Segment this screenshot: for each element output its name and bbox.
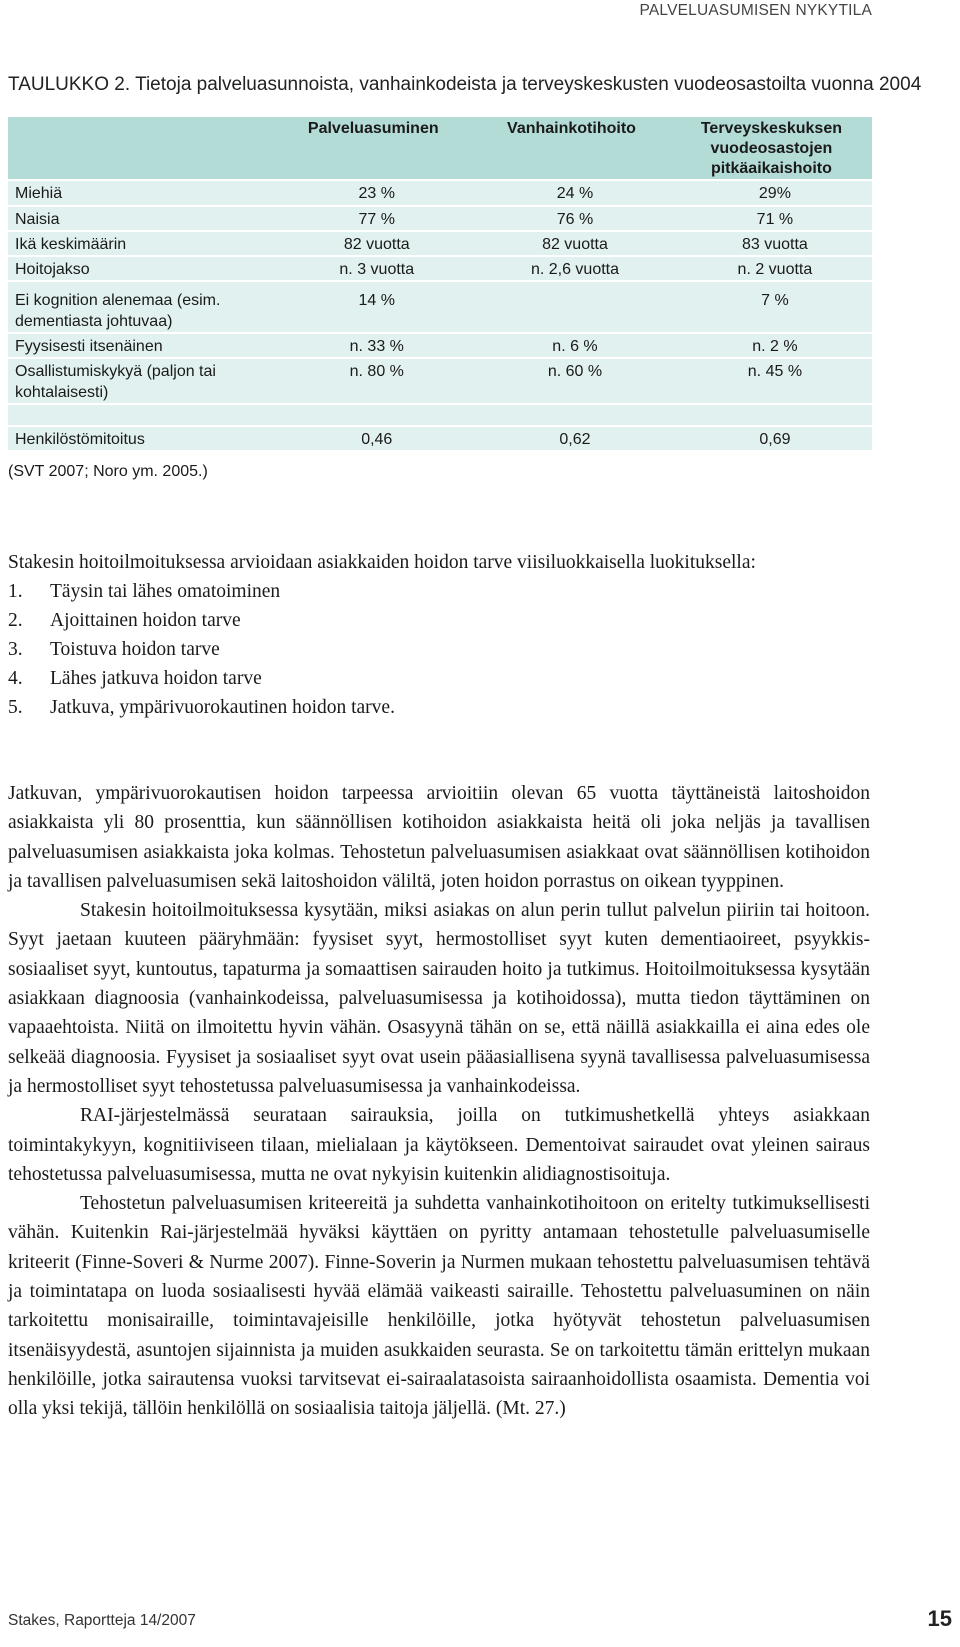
data-table xyxy=(8,117,872,452)
table-header-row xyxy=(8,117,872,180)
table-cell: 83 vuotta xyxy=(671,231,872,256)
list-item xyxy=(8,635,870,664)
table-row xyxy=(8,231,872,256)
table-row xyxy=(8,426,872,451)
list-item xyxy=(8,693,870,722)
table-cell: 77 % xyxy=(274,206,472,231)
row-label: Ei kognition alenemaa (esim. dementiasta johtuvaa) xyxy=(8,281,274,333)
table-row xyxy=(8,333,872,358)
table-title: TAULUKKO 2. Tietoja palveluasunnoista, vanhainkodeista ja terveyskeskusten vuodeosastoilta vuonna 2004 xyxy=(8,74,922,95)
table-cell: 0,46 xyxy=(274,426,472,451)
paragraph: RAI-järjestelmässä seurataan sairauksia, joilla on tutkimushetkellä yhteys asiakkaan toimintakykyyn, kognitiiviseen tilaan, mielialaan ja käytökseen. Dementoivat sairaudet ovat yleinen sairaus tehostetussa palveluasumisessa, mutta ne ovat nykyisin kuitenkin alidiagnostisoituja. xyxy=(8,1105,870,1185)
list-text: Jatkuva, ympärivuorokautinen hoidon tarve. xyxy=(50,697,395,718)
table-cell: 71 % xyxy=(671,206,872,231)
table-cell: 82 vuotta xyxy=(472,231,671,256)
table-cell: 14 % xyxy=(274,281,472,333)
list-item xyxy=(8,577,870,606)
table-cell: n. 2,6 vuotta xyxy=(472,256,671,281)
running-head: PALVELUASUMISEN NYKYTILA xyxy=(639,2,872,19)
table-cell: n. 2 % xyxy=(671,333,872,358)
row-label: Henkilöstömitoitus xyxy=(8,426,274,451)
table-cell: 29% xyxy=(671,180,872,206)
table-header-cell: Palveluasuminen xyxy=(274,117,472,180)
table-row xyxy=(8,180,872,206)
table-cell xyxy=(472,281,671,333)
intro-section xyxy=(8,548,870,722)
table-row xyxy=(8,256,872,281)
care-need-list xyxy=(8,577,870,722)
table-row xyxy=(8,206,872,231)
row-label: Osallistumiskykyä (paljon tai kohtalaisesti) xyxy=(8,358,274,404)
table-cell: 76 % xyxy=(472,206,671,231)
body-text xyxy=(8,779,870,1424)
table-header-cell: Vanhainkotihoito xyxy=(472,117,671,180)
table-cell: n. 80 % xyxy=(274,358,472,404)
table-header-cell xyxy=(8,117,274,180)
list-text: Täysin tai lähes omatoiminen xyxy=(50,581,281,602)
table-cell: 0,62 xyxy=(472,426,671,451)
row-label: Ikä keskimäärin xyxy=(8,231,274,256)
row-label: Hoitojakso xyxy=(8,256,274,281)
table-row xyxy=(8,281,872,333)
list-number: 2. xyxy=(8,610,23,631)
paragraph: Jatkuvan, ympärivuorokautisen hoidon tarpeessa arvioitiin olevan 65 vuotta täyttäneistä laitoshoidon asiakkaista yli 80 prosenttia, kun säännöllisen kotihoidon asiakkaista heitä oli joka neljäs ja tavallisen palveluasumisen asiakkaista joka kolmas. Tehostetun palveluasumisen asiakkaat ovat säännöllisen kotihoidon ja tavallisen palveluasumisen sekä laitoshoidon väliltä, joten hoidon porrastus on oikean tyyppinen. xyxy=(8,783,870,892)
footer-publication: Stakes, Raportteja 14/2007 xyxy=(8,1612,196,1629)
table-cell: 24 % xyxy=(472,180,671,206)
row-label: Miehiä xyxy=(8,180,274,206)
table-cell: n. 45 % xyxy=(671,358,872,404)
list-text: Toistuva hoidon tarve xyxy=(50,639,220,660)
list-number: 5. xyxy=(8,697,23,718)
list-number: 3. xyxy=(8,639,23,660)
paragraph: Tehostetun palveluasumisen kriteereitä ja suhdetta vanhainkotihoitoon on eritelty tutkimuksellisesti vähän. Kuitenkin Rai-järjestelmää hyväksi käyttäen on pyritty antamaan tehostetulle palveluasumiselle kriteerit (Finne-Soveri & Nurme 2007). Finne-Soverin ja Nurmen mukaan tehostettu palveluasumisen tehtävä ja toimintatapa on luoda sosiaalisesti hyvää elämää vaikeasti sairaille. Tehostettu palveluasuminen on näin tarkoitettu monisairaille, toimintavajeisille henkilöille, jotka hyötyvät tehostetun palveluasumisen itsenäisyydestä, asuntojen sijainnista ja muiden asukkaiden seurasta. Se on tarkoitettu tämän erittelyn mukaan henkilöille, jotka sairautensa vuoksi tarvitsevat ei-sairaalatasoista sairaanhoidollista osaamista. Dementia voi olla yksi tekijä, tällöin henkilöllä on sosiaalisia taitoja jäljellä. (Mt. 27.) xyxy=(8,1193,870,1420)
table-row xyxy=(8,358,872,404)
intro-text: Stakesin hoitoilmoituksessa arvioidaan asiakkaiden hoidon tarve viisiluokkaisella luokituksella: xyxy=(8,552,756,573)
table-source: (SVT 2007; Noro ym. 2005.) xyxy=(8,463,208,480)
row-label: Fyysisesti itsenäinen xyxy=(8,333,274,358)
table-cell: 7 % xyxy=(671,281,872,333)
table-cell: n. 6 % xyxy=(472,333,671,358)
row-label: Naisia xyxy=(8,206,274,231)
table-spacer-row xyxy=(8,404,872,426)
table-cell: 23 % xyxy=(274,180,472,206)
table-cell: n. 2 vuotta xyxy=(671,256,872,281)
list-number: 4. xyxy=(8,668,23,689)
list-item xyxy=(8,606,870,635)
table-cell: n. 60 % xyxy=(472,358,671,404)
list-number: 1. xyxy=(8,581,23,602)
table-cell: 82 vuotta xyxy=(274,231,472,256)
list-text: Lähes jatkuva hoidon tarve xyxy=(50,668,262,689)
table-header-cell: Terveyskeskuksen vuodeosastojen pitkäaikaishoito xyxy=(671,117,872,180)
page-number: 15 xyxy=(927,1606,952,1631)
table-cell: n. 33 % xyxy=(274,333,472,358)
list-item xyxy=(8,664,870,693)
table-cell: n. 3 vuotta xyxy=(274,256,472,281)
paragraph: Stakesin hoitoilmoituksessa kysytään, miksi asiakas on alun perin tullut palvelun piiriin tai hoitoon. Syyt jaetaan kuuteen pääryhmään: fyysiset syyt, hermostolliset syyt kuten dementiaoireet, psyykkis-sosiaaliset syyt, kuntoutus, tapaturma ja somaattisen sairauden hoito ja tutkimus. Hoitoilmoituksessa kysytään asiakkaan diagnoosia (vanhainkodeissa, palveluasumisessa ja kotihoidossa), mutta tiedon täyttäminen on vapaaehtoista. Niitä on ilmoitettu hyvin vähän. Osasyynä tähän on se, että näillä asiakkailla ei aina edes ole selkeää diagnoosia. Fyysiset ja sosiaaliset syyt ovat usein pääasiallisena syynä tavallisessa palveluasumisessa ja hermostolliset syyt tehostetussa palveluasumisessa ja vanhainkodeissa. xyxy=(8,900,870,1097)
list-text: Ajoittainen hoidon tarve xyxy=(50,610,241,631)
table-cell: 0,69 xyxy=(671,426,872,451)
